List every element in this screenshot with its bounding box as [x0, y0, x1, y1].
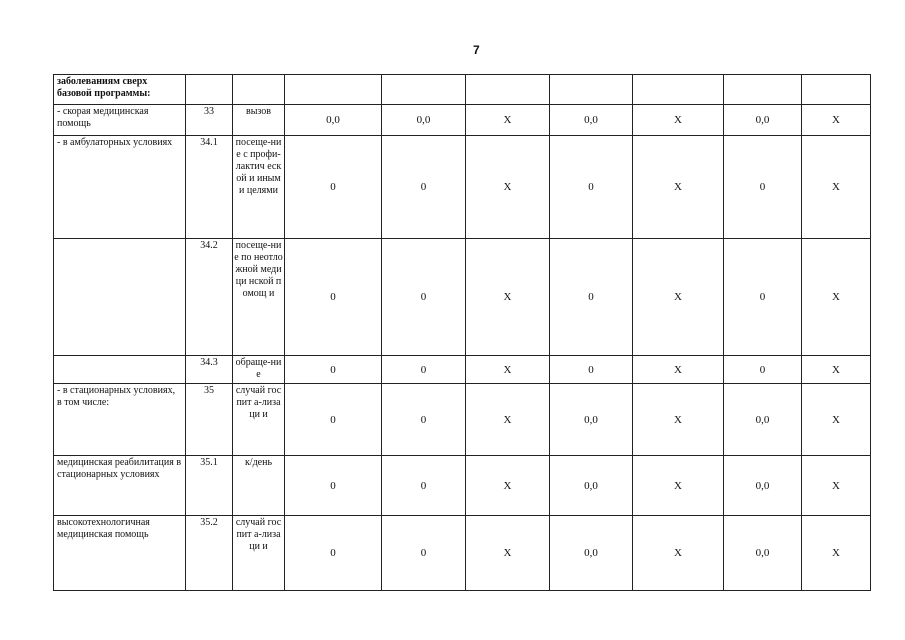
row-unit: обраще-ние [233, 356, 285, 384]
value-cell: X [802, 516, 871, 591]
value-cell: 0 [382, 356, 466, 384]
value-cell: X [466, 105, 550, 136]
row-label [54, 356, 186, 384]
value-cell: 0 [724, 356, 802, 384]
value-cell: X [633, 105, 724, 136]
empty-cell [550, 75, 633, 105]
empty-cell [186, 75, 233, 105]
value-cell: 0 [382, 456, 466, 516]
table-row [54, 356, 871, 384]
value-cell: 0 [285, 136, 382, 239]
value-cell: X [466, 356, 550, 384]
table-body [54, 75, 871, 591]
table-row [54, 456, 871, 516]
table-row [54, 239, 871, 356]
value-cell: X [466, 384, 550, 456]
page-number: 7 [473, 43, 480, 57]
value-cell: X [802, 356, 871, 384]
row-unit: посеще-ние по неотло жной медици нской помощ и [233, 239, 285, 356]
row-unit: к/день [233, 456, 285, 516]
value-cell: 0,0 [285, 105, 382, 136]
value-cell: 0 [724, 239, 802, 356]
table-row [54, 384, 871, 456]
value-cell: 0 [550, 239, 633, 356]
value-cell: 0 [550, 356, 633, 384]
row-code: 35.1 [186, 456, 233, 516]
value-cell: 0,0 [550, 384, 633, 456]
table-row [54, 105, 871, 136]
value-cell: 0 [724, 136, 802, 239]
value-cell: 0,0 [382, 105, 466, 136]
empty-cell [802, 75, 871, 105]
value-cell: 0 [285, 384, 382, 456]
value-cell: 0 [382, 136, 466, 239]
value-cell: 0 [285, 516, 382, 591]
row-code: 35 [186, 384, 233, 456]
value-cell: X [466, 516, 550, 591]
value-cell: X [466, 136, 550, 239]
row-label: медицинская реабилитация в стационарных условиях [54, 456, 186, 516]
value-cell: X [466, 239, 550, 356]
value-cell: X [802, 239, 871, 356]
row-unit: случай госпит а-лизаци и [233, 516, 285, 591]
value-cell: 0,0 [724, 456, 802, 516]
row-label: - в стационарных условиях, в том числе: [54, 384, 186, 456]
value-cell: 0 [382, 239, 466, 356]
value-cell: X [633, 356, 724, 384]
row-label: - в амбулаторных условиях [54, 136, 186, 239]
table-row [54, 516, 871, 591]
row-code: 34.3 [186, 356, 233, 384]
row-code: 34.2 [186, 239, 233, 356]
value-cell: 0,0 [550, 516, 633, 591]
value-cell: X [633, 239, 724, 356]
empty-cell [285, 75, 382, 105]
table-row [54, 136, 871, 239]
value-cell: X [802, 105, 871, 136]
row-unit: случай госпит а-лизаци и [233, 384, 285, 456]
value-cell: 0,0 [724, 516, 802, 591]
row-unit: посеще-ние с профи-лактич еской и иными целями [233, 136, 285, 239]
empty-cell [382, 75, 466, 105]
row-label: высокотехнологичная медицинская помощь [54, 516, 186, 591]
empty-cell [233, 75, 285, 105]
value-cell: 0 [382, 516, 466, 591]
value-cell: X [802, 136, 871, 239]
value-cell: 0 [550, 136, 633, 239]
row-label: заболеваниям сверх базовой программы: [54, 75, 186, 105]
value-cell: 0,0 [550, 456, 633, 516]
row-label: - скорая медицинская помощь [54, 105, 186, 136]
value-cell: X [633, 136, 724, 239]
row-unit: вызов [233, 105, 285, 136]
table-row [54, 75, 871, 105]
row-code: 33 [186, 105, 233, 136]
empty-cell [466, 75, 550, 105]
row-code: 34.1 [186, 136, 233, 239]
value-cell: 0,0 [724, 384, 802, 456]
empty-cell [633, 75, 724, 105]
data-table [53, 74, 871, 591]
value-cell: X [633, 516, 724, 591]
row-label [54, 239, 186, 356]
value-cell: X [633, 456, 724, 516]
value-cell: 0 [285, 239, 382, 356]
value-cell: X [802, 456, 871, 516]
empty-cell [724, 75, 802, 105]
value-cell: 0 [285, 456, 382, 516]
row-code: 35.2 [186, 516, 233, 591]
value-cell: 0,0 [724, 105, 802, 136]
value-cell: 0 [285, 356, 382, 384]
value-cell: X [802, 384, 871, 456]
value-cell: 0,0 [550, 105, 633, 136]
value-cell: 0 [382, 384, 466, 456]
value-cell: X [466, 456, 550, 516]
value-cell: X [633, 384, 724, 456]
